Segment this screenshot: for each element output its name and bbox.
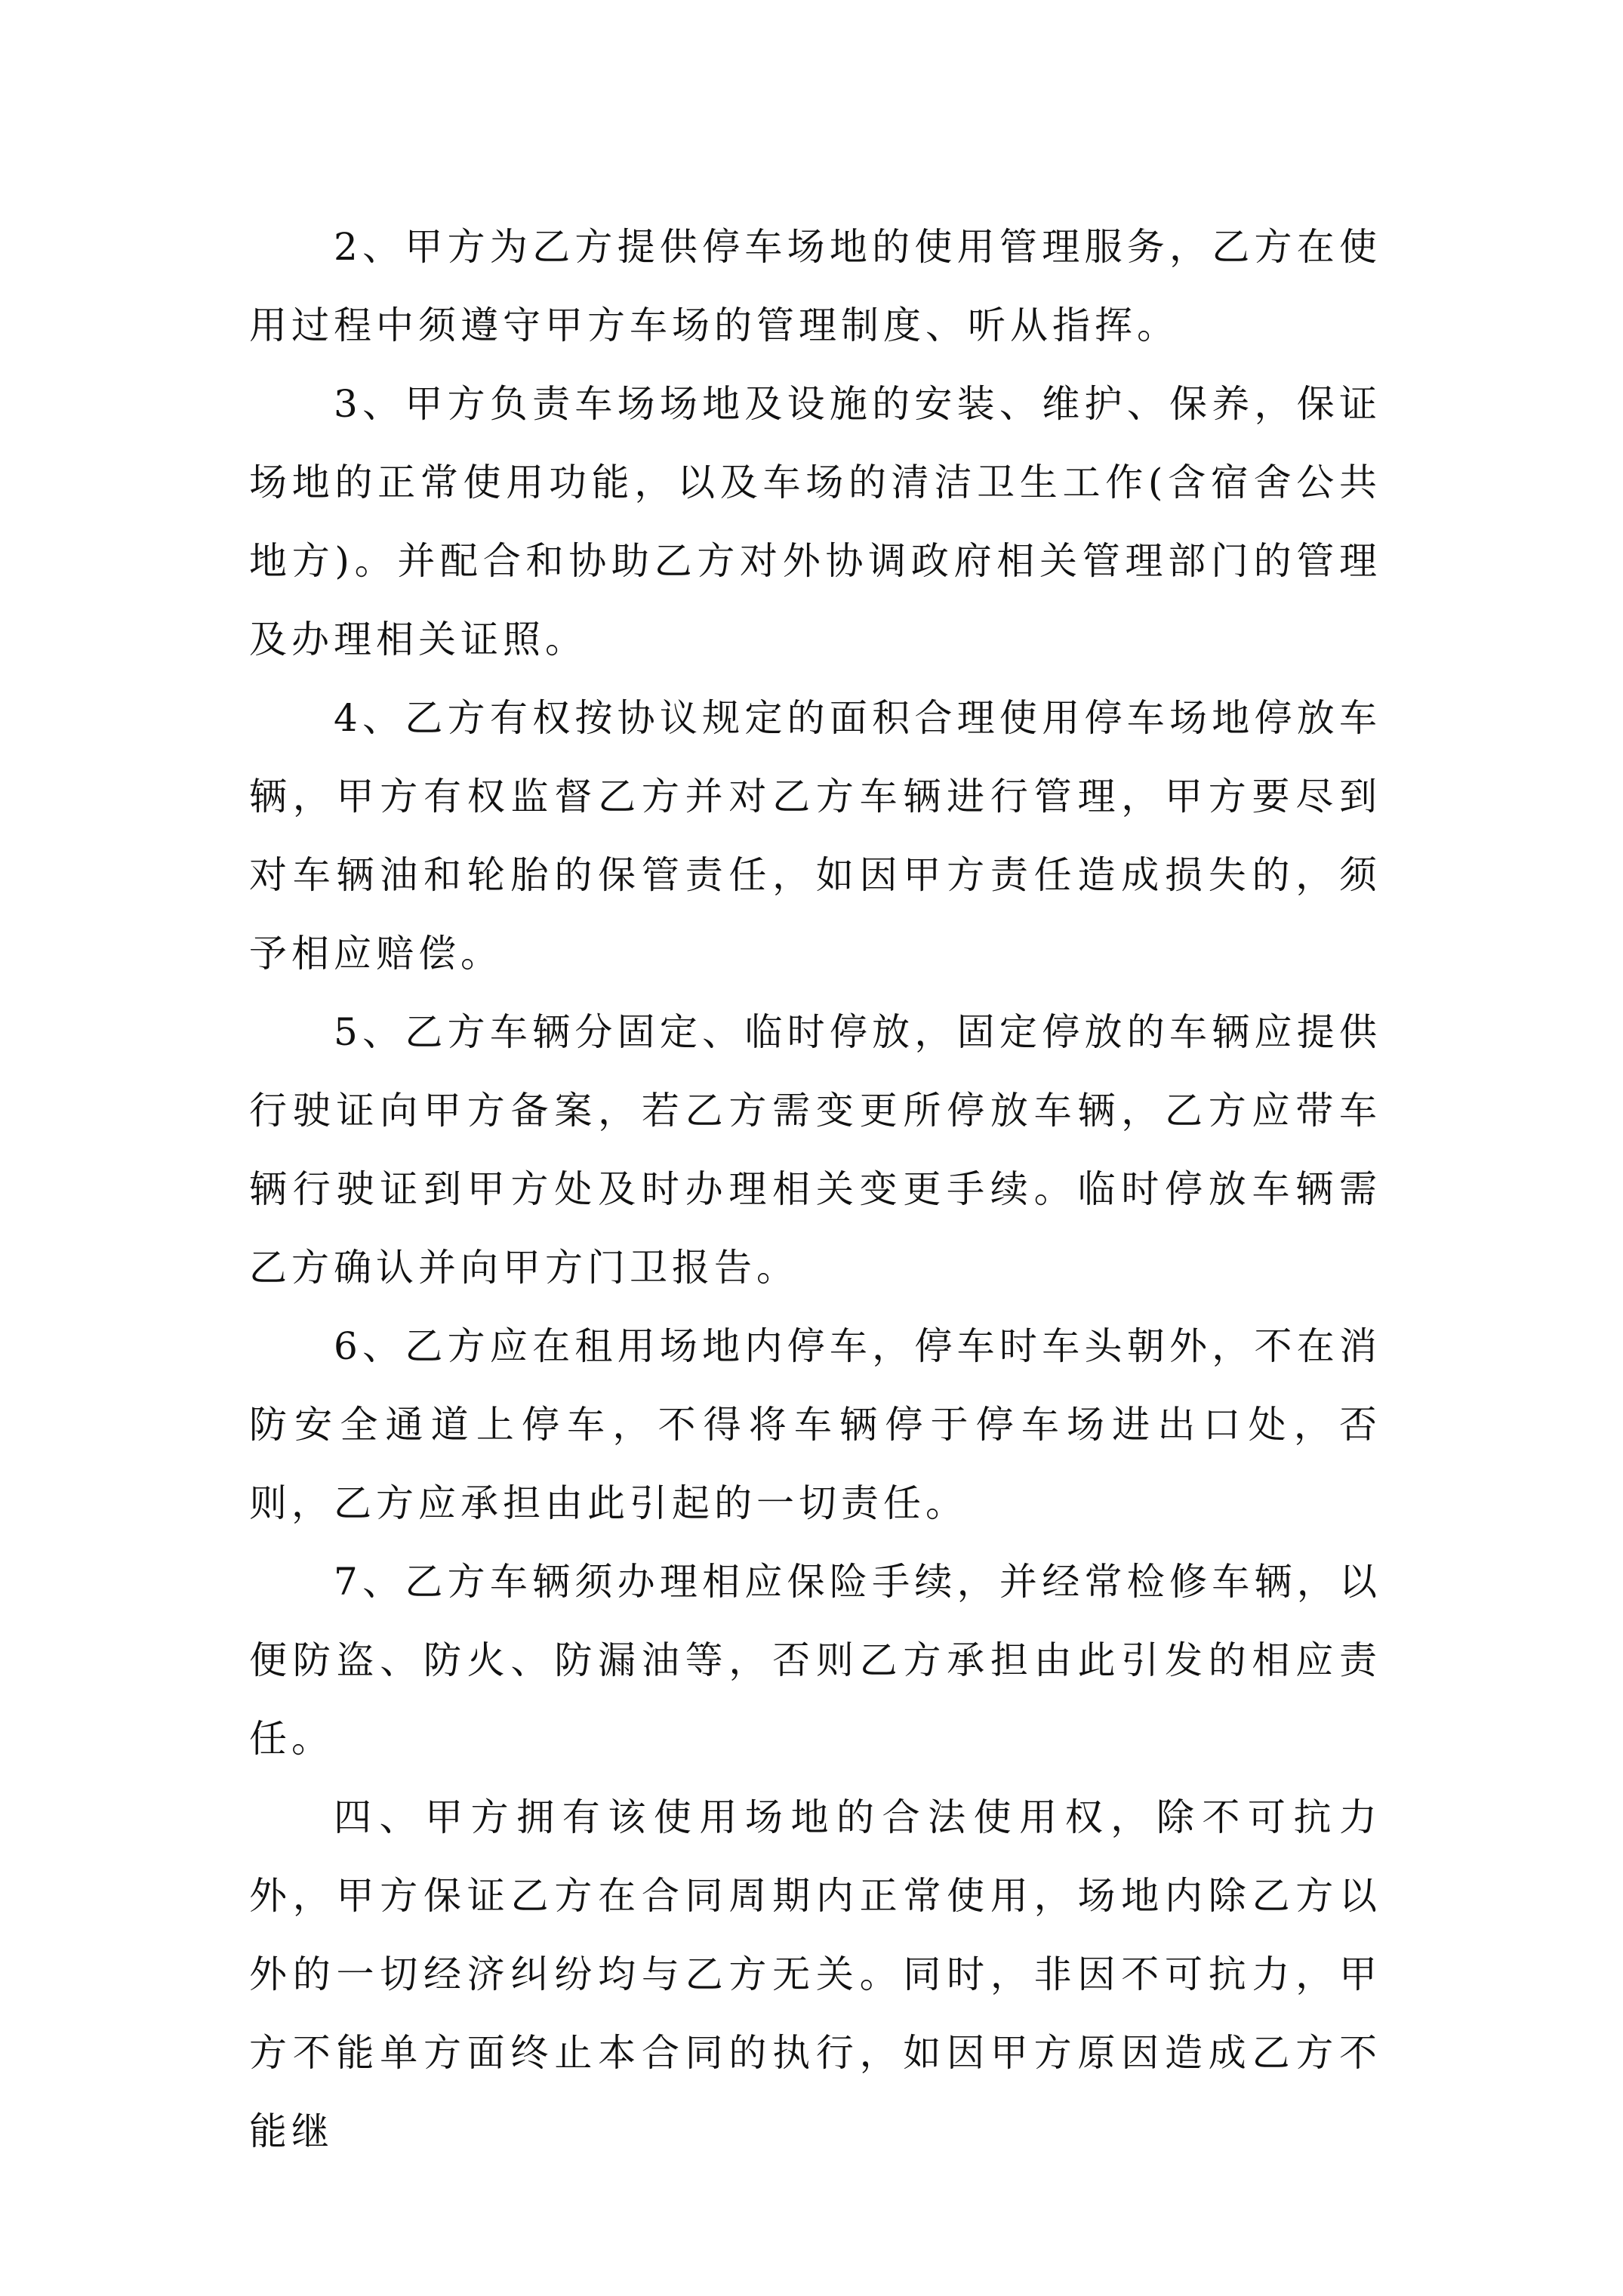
paragraph-clause-6: 6、乙方应在租用场地内停车，停车时车头朝外，不在消防安全通道上停车，不得将车辆停于停车场进出口处，否则，乙方应承担由此引起的一切责任。 bbox=[249, 1324, 1381, 1525]
paragraph-clause-4: 4、乙方有权按协议规定的面积合理使用停车场地停放车辆，甲方有权监督乙方并对乙方车辆进行管理，甲方要尽到对车辆油和轮胎的保管责任，如因甲方责任造成损失的，须予相应赔偿。 bbox=[249, 696, 1381, 975]
paragraph-clause-2: 2、甲方为乙方提供停车场地的使用管理服务，乙方在使用过程中须遵守甲方车场的管理制度、听从指挥。 bbox=[249, 225, 1381, 347]
paragraph-clause-3: 3、甲方负责车场场地及设施的安装、维护、保养，保证场地的正常使用功能，以及车场的清洁卫生工作(含宿舍公共地方)。并配合和协助乙方对外协调政府相关管理部门的管理及办理相关证照。 bbox=[249, 382, 1381, 661]
document-body bbox=[249, 208, 1381, 2171]
paragraph-clause-5: 5、乙方车辆分固定、临时停放，固定停放的车辆应提供行驶证向甲方备案，若乙方需变更所停放车辆，乙方应带车辆行驶证到甲方处及时办理相关变更手续。临时停放车辆需乙方确认并向甲方门卫报告。 bbox=[249, 1010, 1381, 1290]
paragraph-section-4: 四、甲方拥有该使用场地的合法使用权，除不可抗力外，甲方保证乙方在合同周期内正常使用，场地内除乙方以外的一切经济纠纷均与乙方无关。同时，非因不可抗力，甲方不能单方面终止本合同的执行，如因甲方原因造成乙方不能继 bbox=[249, 1795, 1381, 2153]
paragraph-clause-7: 7、乙方车辆须办理相应保险手续，并经常检修车辆，以便防盗、防火、防漏油等，否则乙方承担由此引发的相应责任。 bbox=[249, 1560, 1381, 1761]
